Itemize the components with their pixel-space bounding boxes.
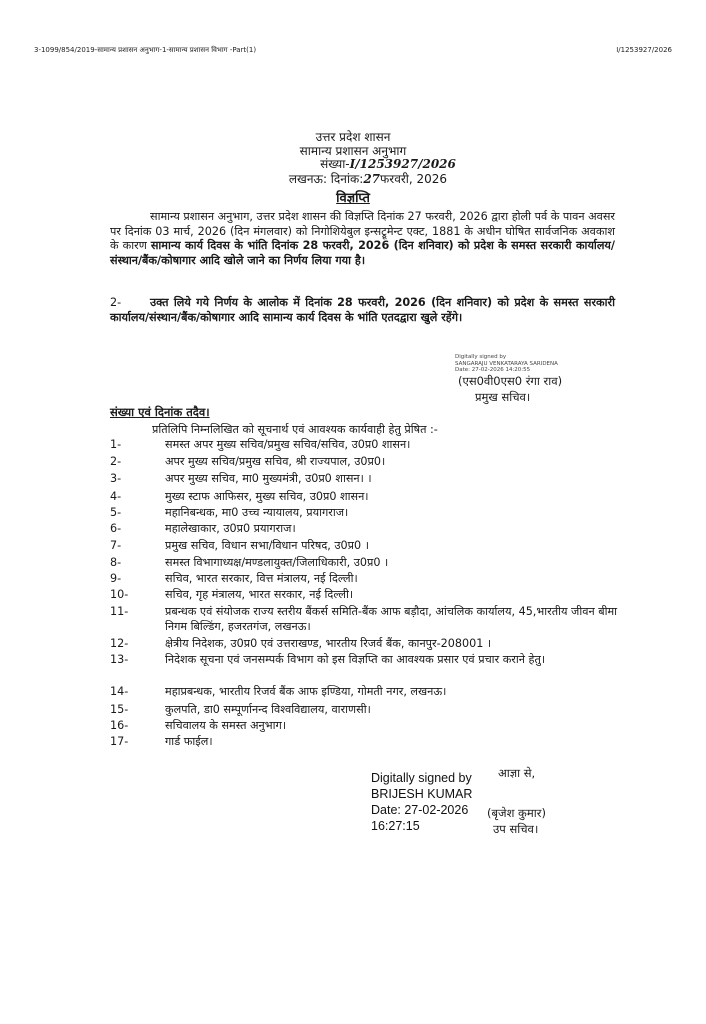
recipient-item-number: 6- — [110, 522, 122, 535]
paragraph-2 — [110, 296, 615, 325]
recipient-item — [110, 455, 630, 470]
place-date-label: लखनऊ: दिनांक: — [288, 172, 364, 186]
recipient-item — [110, 735, 630, 750]
by-order: आज्ञा से, — [498, 766, 536, 780]
recipient-item-text: सचिव, भारत सरकार, वित्त मंत्रालय, नई दिल्ली। — [165, 572, 358, 585]
recipient-item-number: 8- — [110, 556, 122, 569]
recipient-item-text: महाप्रबन्धक, भारतीय रिजर्व बैंक आफ इण्डिया, गोमती नगर, लखनऊ। — [165, 685, 447, 698]
recipient-item-number: 15- — [110, 703, 129, 716]
paragraph-1-text: सामान्य प्रशासन अनुभाग, उत्तर प्रदेश शासन की विज्ञप्ति दिनांक 27 फरवरी, 2026 द्वारा होली पर्व के पावन अवसर पर दिनांक 03 मार्च, 2026 (दिन मंगलवार) को निगोशियेबुल इन्सट्रूमेन्ट एक्ट, 1881 के अधीन घोषित सार्वजनिक अवकाश के कारण — [110, 210, 616, 252]
recipient-item-text: अपर मुख्य सचिव/प्रमुख सचिव, श्री राज्यपाल, उ0प्र0। — [165, 455, 386, 468]
stamp-line-3: Date: 27-02-2026 14:20:55 — [455, 367, 531, 373]
ds-line-3: Date: 27-02-2026 — [371, 803, 469, 817]
recipient-item-text: महालेखाकार, उ0प्र0 प्रयागराज। — [165, 522, 296, 535]
recipient-item-text: मुख्य स्टाफ आफिसर, मुख्य सचिव, उ0प्र0 शासन। — [165, 490, 369, 503]
copy-intro: प्रतिलिपि निम्नलिखित को सूचनार्थ एवं आवश्यक कार्यवाही हेतु प्रेषित :- — [152, 423, 438, 436]
recipient-item-text: कुलपति, डा0 सम्पूर्णानन्द विश्वविद्यालय, वाराणसी। — [165, 703, 371, 716]
place-date — [0, 170, 706, 187]
recipient-item-text: समस्त विभागाध्यक्ष/मण्डलायुक्त/जिलाधिकारी, उ0प्र0 । — [165, 556, 389, 569]
recipient-item — [110, 653, 630, 668]
signatory-2-name: (बृजेश कुमार) — [487, 806, 546, 820]
recipient-item — [110, 490, 630, 505]
recipient-item-number: 12- — [110, 637, 129, 650]
recipient-item-text: अपर मुख्य सचिव, मा0 मुख्यमंत्री, उ0प्र0 शासन। । — [165, 472, 372, 485]
recipient-item-number: 3- — [110, 472, 122, 485]
recipient-item-text: प्रबन्धक एवं संयोजक राज्य स्तरीय बैंकर्स समिति-बैंक आफ बड़ौदा, आंचलिक कार्यालय, 45,भारतीय जीवन बीमा निगम बिल्डिंग, हजरतगंज, लखनऊ। — [165, 605, 618, 633]
recipient-item-number: 11- — [110, 605, 129, 618]
paragraph-2-number: 2- — [110, 296, 122, 309]
recipient-item-text: सचिवालय के समस्त अनुभाग। — [165, 719, 287, 732]
department-name: सामान्य प्रशासन अनुभाग — [299, 144, 407, 158]
signatory-1-name: (एस0वी0एस0 रंगा राव) — [458, 374, 563, 388]
signatory-1-designation: प्रमुख सचिव। — [475, 390, 531, 404]
paragraph-1-bold-text: सामान्य कार्य दिवस के भांति दिनांक 28 फरवरी, 2026 (दिन शनिवार) को प्रदेश के समस्त सरकारी कार्यालय/संस्थान/बैंक/कोषागार आदि खोले जाने का निर्णय लिया गया है। — [110, 239, 615, 267]
recipient-item — [110, 605, 630, 634]
digital-signature-block — [371, 770, 472, 834]
recipient-item — [110, 556, 630, 571]
recipient-item-number: 10- — [110, 588, 129, 601]
recipient-item-number: 9- — [110, 572, 122, 585]
recipient-item-text: क्षेत्रीय निदेशक, उ0प्र0 एवं उत्तराखण्ड, भारतीय रिजर्व बैंक, कानपुर-208001 । — [165, 637, 492, 650]
recipient-item-number: 1- — [110, 438, 122, 451]
signatory-2-designation: उप सचिव। — [493, 822, 539, 836]
government-name: उत्तर प्रदेश शासन — [315, 130, 391, 144]
recipient-item-number: 16- — [110, 719, 129, 732]
recipient-item-number: 17- — [110, 735, 129, 748]
ds-line-4: 16:27:15 — [371, 819, 420, 833]
month-year: फरवरी, 2026 — [380, 172, 448, 186]
recipient-item — [110, 572, 630, 587]
recipient-item — [110, 539, 630, 554]
recipient-item — [110, 637, 630, 652]
paragraph-2-text: उक्त लिये गये निर्णय के आलोक में दिनांक 28 फरवरी, 2026 (दिन शनिवार) को प्रदेश के समस्त सरकारी कार्यालय/संस्थान/बैंक/कोषागार आदि सामान्य कार्य दिवस के भांति एतदद्वारा खुले रहेंगे। — [110, 296, 615, 324]
recipient-item — [110, 472, 630, 487]
ds-line-1: Digitally signed by — [371, 771, 472, 785]
recipient-item-number: 5- — [110, 506, 122, 519]
recipient-item-number: 2- — [110, 455, 122, 468]
handwritten-day: 27 — [363, 172, 381, 186]
recipient-item-text: निदेशक सूचना एवं जनसम्पर्क विभाग को इस विज्ञप्ति का आवश्यक प्रसार एवं प्रचार कराने हेतु। — [165, 653, 546, 666]
recipient-item-number: 4- — [110, 490, 122, 503]
recipient-item-number: 13- — [110, 653, 129, 666]
digital-stamp — [455, 354, 558, 374]
copy-section-heading: संख्या एवं दिनांक तदैव। — [110, 405, 210, 419]
recipient-item — [110, 588, 630, 603]
file-reference: 3-1099/854/2019-सामान्य प्रशासन अनुभाग-1-सामान्य प्रशासन विभाग -Part(1) — [34, 46, 257, 54]
recipient-item — [110, 719, 630, 734]
paragraph-1 — [110, 210, 615, 268]
recipient-item-text: समस्त अपर मुख्य सचिव/प्रमुख सचिव/सचिव, उ0प्र0 शासन। — [165, 438, 411, 451]
recipient-item-number: 14- — [110, 685, 129, 698]
recipient-item — [110, 522, 630, 537]
recipient-item — [110, 685, 630, 700]
document-number: I/1253927/2026 — [616, 46, 672, 54]
recipient-item-text: महानिबन्धक, मा0 उच्च न्यायालय, प्रयागराज। — [165, 506, 349, 519]
ds-line-2: BRIJESH KUMAR — [371, 787, 473, 801]
recipient-item — [110, 438, 630, 453]
stamp-line-1: Digitally signed by — [455, 354, 507, 360]
number-value: I/1253927/2026 — [349, 157, 456, 171]
recipient-item-text: गार्ड फाईल। — [165, 735, 213, 748]
notice-title: विज्ञप्ति — [336, 191, 370, 206]
recipient-item-text: सचिव, गृह मंत्रालय, भारत सरकार, नई दिल्ली। — [165, 588, 354, 601]
recipient-item — [110, 506, 630, 521]
recipient-item-text: प्रमुख सचिव, विधान सभा/विधान परिषद, उ0प्र0 । — [165, 539, 369, 552]
recipient-item-number: 7- — [110, 539, 122, 552]
number-label: संख्या- — [320, 157, 350, 171]
stamp-line-2: SANGARAJU VENKATARAYA SARIDENA — [455, 360, 558, 367]
recipient-item — [110, 703, 630, 718]
